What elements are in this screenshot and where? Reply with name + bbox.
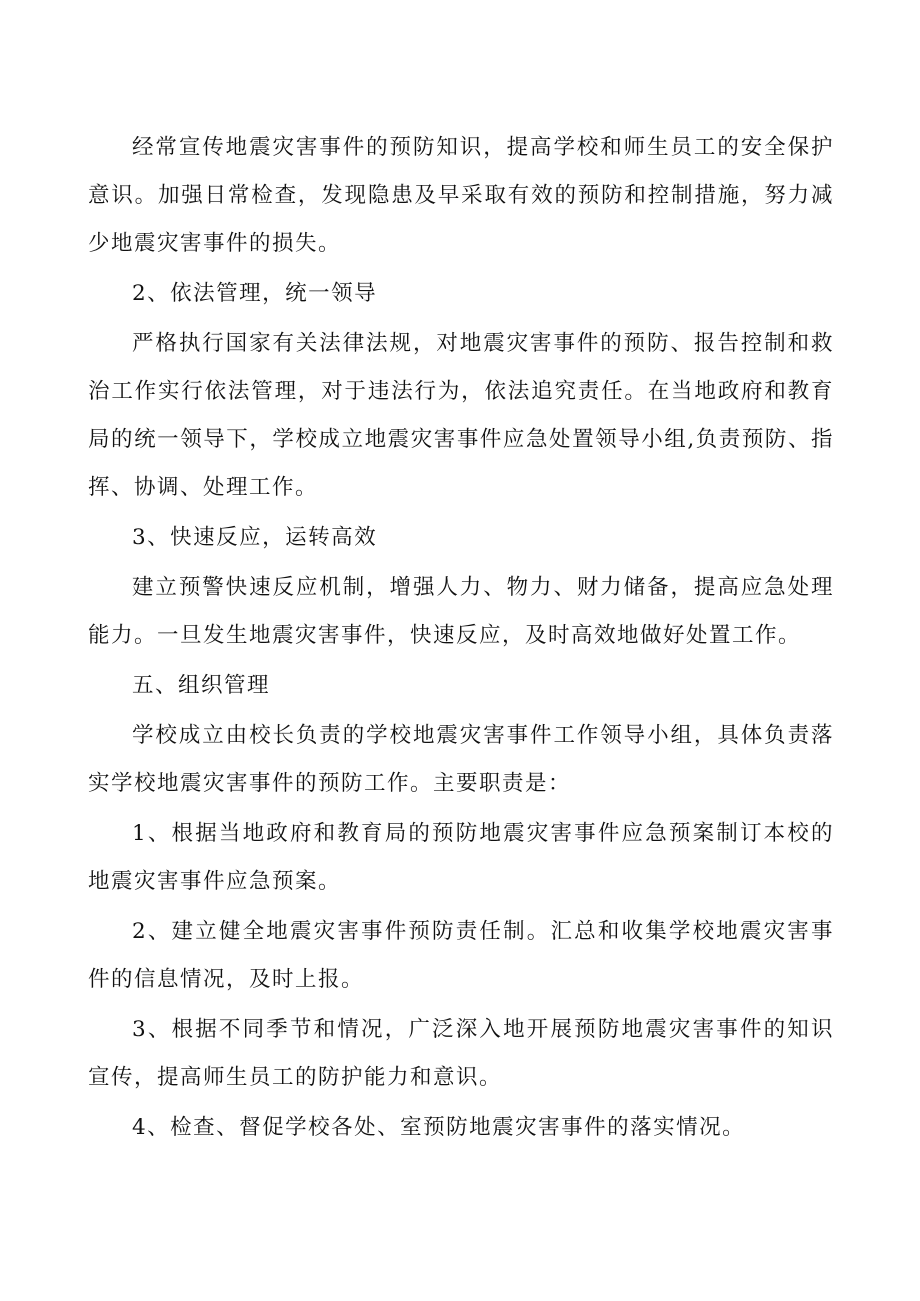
section-heading-lawful-management: 2、依法管理，统一领导 (132, 281, 378, 306)
duty-item-4: 4、检查、督促学校各处、室预防地震灾害事件的落实情况。 (132, 1115, 746, 1140)
duty-item-3: 3、根据不同季节和情况，广泛深入地开展预防地震灾害事件的知识宣传，提高师生员工的防护能力和意识。 (88, 1017, 834, 1090)
section-heading-rapid-response: 3、快速反应，运转高效 (132, 525, 378, 550)
paragraph-rapid-response: 建立预警快速反应机制，增强人力、物力、财力储备，提高应急处理能力。一旦发生地震灾害事件，快速反应，及时高效地做好处置工作。 (88, 575, 834, 648)
duty-item-1: 1、根据当地政府和教育局的预防地震灾害事件应急预案制订本校的地震灾害事件应急预案。 (88, 821, 834, 894)
section-heading-organization: 五、组织管理 (132, 673, 271, 698)
document-body (88, 124, 834, 1154)
duty-item-2: 2、建立健全地震灾害事件预防责任制。汇总和收集学校地震灾害事件的信息情况，及时上报。 (88, 919, 834, 992)
paragraph-prevention-publicity: 经常宣传地震灾害事件的预防知识，提高学校和师生员工的安全保护意识。加强日常检查，发现隐患及早采取有效的预防和控制措施，努力减少地震灾害事件的损失。 (88, 135, 834, 256)
paragraph-lawful-management: 严格执行国家有关法律法规，对地震灾害事件的预防、报告控制和救治工作实行依法管理，对于违法行为，依法追究责任。在当地政府和教育局的统一领导下，学校成立地震灾害事件应急处置领导小组,负责预防、指挥、协调、处理工作。 (88, 331, 834, 500)
paragraph-organization: 学校成立由校长负责的学校地震灾害事件工作领导小组，具体负责落实学校地震灾害事件的预防工作。主要职责是： (88, 723, 834, 796)
